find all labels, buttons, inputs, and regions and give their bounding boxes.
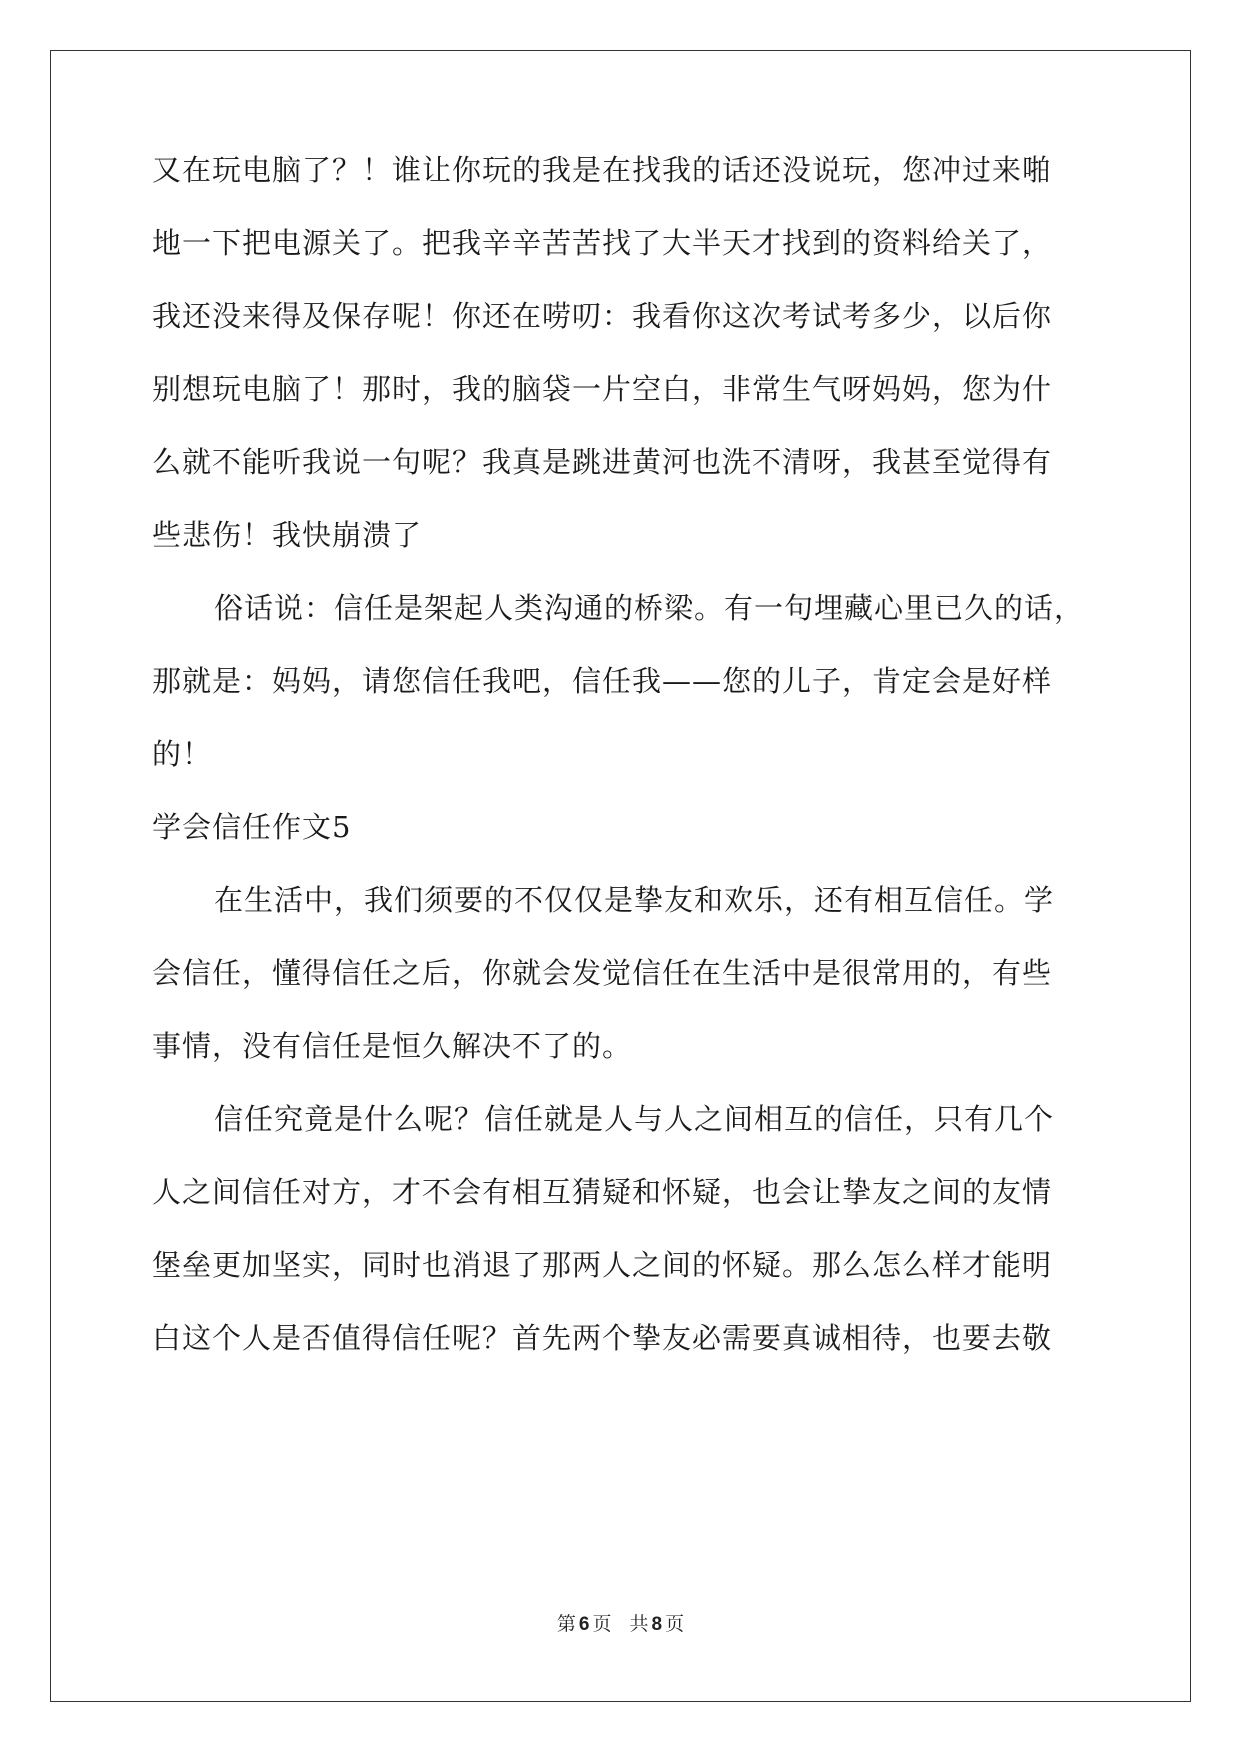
paragraph-line: 么就不能听我说一句呢？我真是跳进黄河也洗不清呀，我甚至觉得有 bbox=[152, 445, 1053, 479]
paragraph-line: 事情，没有信任是恒久解决不了的。 bbox=[152, 1029, 633, 1063]
page-prefix: 第 bbox=[556, 1613, 576, 1635]
page-number: 6 bbox=[578, 1614, 590, 1635]
paragraph-line: 地一下把电源关了。把我辛辛苦苦找了大半天才找到的资料给关了， bbox=[152, 226, 1053, 260]
paragraph-line: 的！ bbox=[152, 737, 213, 771]
total-prefix: 共 bbox=[629, 1613, 649, 1635]
paragraph-line: 我还没来得及保存呢！你还在唠叨：我看你这次考试考多少，以后你 bbox=[152, 299, 1053, 333]
paragraph-line: 堡垒更加坚实，同时也消退了那两人之间的怀疑。那么怎么样才能明 bbox=[152, 1248, 1053, 1282]
paragraph-line: 白这个人是否值得信任呢？首先两个挚友必需要真诚相待，也要去敬 bbox=[152, 1321, 1053, 1355]
paragraph-line: 人之间信任对方，才不会有相互猜疑和怀疑，也会让挚友之间的友情 bbox=[152, 1175, 1053, 1209]
page-footer bbox=[0, 1612, 1241, 1637]
paragraph-line: 别想玩电脑了！那时，我的脑袋一片空白，非常生气呀妈妈，您为什 bbox=[152, 372, 1053, 406]
section-heading: 学会信任作文5 bbox=[152, 810, 352, 844]
paragraph-line: 信任究竟是什么呢？信任就是人与人之间相互的信任，只有几个 bbox=[214, 1102, 1055, 1136]
paragraph-line: 会信任，懂得信任之后，你就会发觉信任在生活中是很常用的，有些 bbox=[152, 956, 1053, 990]
paragraph-line: 又在玩电脑了？！谁让你玩的我是在找我的话还没说玩，您冲过来啪 bbox=[152, 153, 1053, 187]
total-suffix: 页 bbox=[665, 1613, 685, 1635]
paragraph-line: 些悲伤！我快崩溃了 bbox=[152, 518, 423, 552]
total-pages: 8 bbox=[651, 1614, 663, 1635]
paragraph-line: 俗话说：信任是架起人类沟通的桥梁。有一句埋藏心里已久的话， bbox=[214, 591, 1085, 625]
paragraph-line: 那就是：妈妈，请您信任我吧，信任我——您的儿子，肯定会是好样 bbox=[152, 664, 1053, 698]
page-suffix: 页 bbox=[592, 1613, 612, 1635]
paragraph-line: 在生活中，我们须要的不仅仅是挚友和欢乐，还有相互信任。学 bbox=[214, 883, 1055, 917]
